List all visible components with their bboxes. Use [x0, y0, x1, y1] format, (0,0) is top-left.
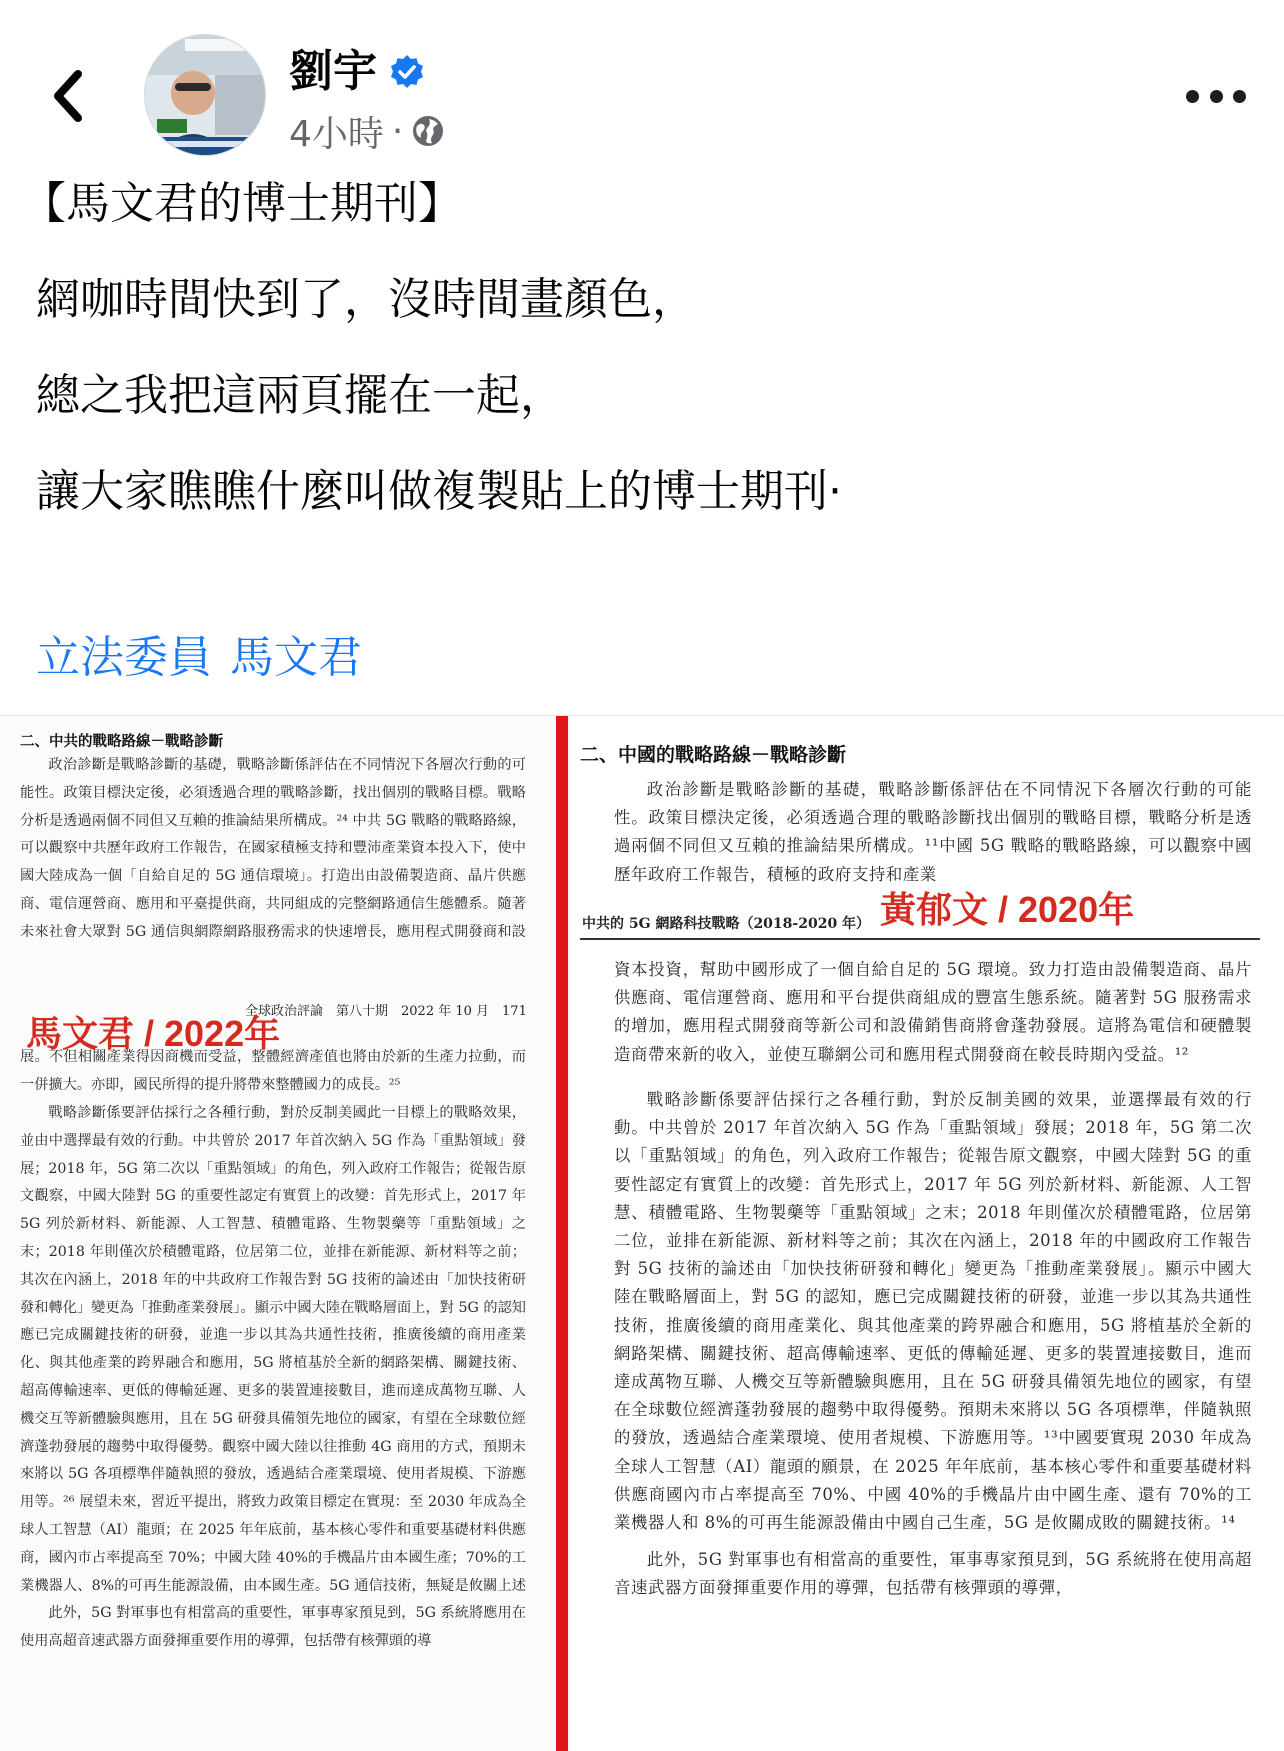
- left-page-scan: [0, 716, 556, 1751]
- post-meta: [289, 108, 445, 154]
- post-header: [0, 0, 1284, 180]
- author-year-stamp: 馬文君 / 2022年: [26, 1013, 281, 1054]
- author-row: [289, 44, 425, 100]
- right-paragraph: 戰略診斷係要評估採行之各種行動，對於反制美國的效果，並選擇最有效的行動。中共曾於 2017 年首次納入 5G 作為「重點領域」發展；2018 年，5G 第二次以「重點領域」的角色，列入政府工作報告；從報告原文觀察，中國大陸對 5G 的重要性認定有實質上的改變：首先形式上，2017 年 5G 列於新材料、新能源、人工智慧、積體電路、生物製藥等「重點領域」之末；2018 年則僅次於積體電路，位居第二位，並排在新能源、新材料等之前；其次在內涵上，2018 年的中國政府工作報告對 5G 技術的論述由「加快技術研發和轉化」變更為「推動產業發展」。顯示中國大陸在戰略層面上，對 5G 的認知，應已完成關鍵技術的研發，並進一步以其為共通性技術，推廣後續的商用產業化、與其他產業的跨界融合和應用，5G 將植基於全新的網路架構、關鍵技術、超高傳輸速率、更低的傳輸延遲、更多的裝置連接數目，進而達成萬物互聯、人機交互等新體驗與應用，且在 5G 研發具備領先地位的國家，有望在全球數位經濟蓬勃發展的趨勢中取得優勢。預期未來將以 5G 各項標準，伴隨執照的發放，透過結合產業環境、使用者規模、下游應用等。¹³中國要實現 2030 年成為全球人工智慧（AI）龍頭的願景，在 2025 年年底前，基本核心零件和重要基礎材料供應商國內市占率提高至 70%、中國 40%的手機晶片由中國生產、還有 70%的工業機器人和 8%的可再生能源設備由中國自己生產，5G 是攸關成敗的關鍵技術。¹⁴: [614, 1090, 1252, 1533]
- post-text-line: 讓大家瞧瞧什麼叫做複製貼上的博士期刊·: [36, 466, 842, 517]
- left-page-heading: 二、中共的戰略路線－戰略診斷: [20, 733, 223, 750]
- more-dot-icon: [1186, 90, 1199, 103]
- post-text-line: 總之我把這兩頁擺在一起，: [36, 370, 564, 421]
- verified-badge-icon: [389, 54, 425, 90]
- author-name[interactable]: 劉宇: [289, 46, 377, 97]
- red-divider: [556, 716, 568, 1751]
- right-page-heading: 二、中國的戰略路線－戰略診斷: [580, 744, 847, 766]
- post-text-line: 【馬文君的博士期刊】: [22, 178, 462, 229]
- right-paragraph: 政治診斷是戰略診斷的基礎，戰略診斷係評估在不同情況下各層次行動的可能性。政策目標決定後，必須透過合理的戰略診斷找出個別的戰略目標，戰略分析是透過兩個不同但又互賴的推論結果所構成。¹¹中國 5G 戰略的戰略路線，可以觀察中國歷年政府工作報告，積極的政府支持和產業: [614, 780, 1252, 884]
- left-paragraph: 戰略診斷係要評估採行之各種行動，對於反制美國此一目標上的戰略效果，並由中選擇最有效的行動。中共曾於 2017 年首次納入 5G 作為「重點領域」發展；2018 年，5G 第二次以「重點領域」的角色，列入政府工作報告；從報告原文觀察，中國大陸對 5G 的重要性認定有實質上的改變：首先形式上，2017 年 5G 列於新材料、新能源、人工智慧、積體電路、生物製藥等「重點領域」之末；2018 年則僅次於積體電路，位居第二位，並排在新能源、新材料等之前；其次在內涵上，2018 年的中共政府工作報告對 5G 技術的論述由「加快技術研發和轉化」變更為「推動產業發展」。顯示中國大陸在戰略層面上，對 5G 的認知應已完成關鍵技術的研發，並進一步以其為共通性技術，推廣後續的商用產業化、與其他產業的跨界融合和應用，5G 將植基於全新的網路架構、關鍵技術、超高傳輸速率、更低的傳輸延遲、更多的裝置連接數目，進而達成萬物互聯、人機交互等新體驗與應用，且在 5G 研發具備領先地位的國家，有望在全球數位經濟蓬勃發展的趨勢中取得優勢。觀察中國大陸以往推動 4G 商用的方式，預期未來將以 5G 各項標準伴隨執照的發放，透過結合產業環境、使用者規模、下游應用等。²⁶ 展望未來，習近平提出，將致力政策目標定在實現：至 2030 年成為全球人工智慧（AI）龍頭；在 2025 年年底前，基本核心零件和重要基礎材料供應商，國內市占率提高至 70%；中國大陸 40%的手機晶片由本國生產；70%的工業機器人、8%的可再生能源設備，由本國生產。5G 通信技術，無疑是攸關上述: [20, 1105, 526, 1594]
- more-dot-icon: [1233, 90, 1246, 103]
- tag-link[interactable]: 立法委員: [36, 632, 212, 683]
- right-paragraph: 此外，5G 對軍事也有相當高的重要性，軍事專家預見到，5G 系統將在使用高超音速武器方面發揮重要作用的導彈，包括帶有核彈頭的導彈，: [614, 1550, 1252, 1598]
- running-head: 中共的 5G 網路科技戰略（2018-2020 年）: [582, 916, 871, 932]
- left-paragraph: 此外，5G 對軍事也有相當高的重要性，軍事專家預見到，5G 系統將應用在使用高超音速武器方面發揮重要作用的導彈，包括帶有核彈頭的導: [20, 1605, 526, 1649]
- post-text-line: 網咖時間快到了，沒時間畫顏色，: [36, 274, 696, 325]
- meta-separator: ·: [391, 110, 404, 152]
- author-year-stamp: 黃郁文 / 2020年: [880, 889, 1135, 930]
- chevron-left-icon: [48, 66, 92, 126]
- post-time[interactable]: 4小時: [289, 113, 384, 155]
- avatar[interactable]: [144, 34, 266, 156]
- post-tags: [36, 628, 362, 688]
- globe-icon: [411, 114, 445, 148]
- post-photo[interactable]: [0, 715, 1284, 1751]
- more-dot-icon: [1210, 90, 1223, 103]
- more-options-button[interactable]: [1186, 76, 1246, 116]
- left-paragraph: 政治診斷是戰略診斷的基礎，戰略診斷係評估在不同情況下各層次行動的可能性。政策目標決定後，必須透過合理的戰略診斷，找出個別的戰略目標。戰略分析是透過兩個不同但又互賴的推論結果所構成。²⁴ 中共 5G 戰略的戰略路線，可以觀察中共歷年政府工作報告，在國家積極支持和豐沛產業資本投入下，使中國大陸成為一個「自給自足的 5G 通信環境」。打造出由設備製造商、晶片供應商、電信運營商、應用和平臺提供商，共同組成的完整網路通信生態體系。隨著未來社會大眾對 5G 通信與網際網路服務需求的快速增長，應用程式開發商和設: [20, 757, 526, 940]
- tag-link[interactable]: 馬文君: [230, 632, 362, 683]
- journal-footer: 全球政治評論 第八十期 2022 年 10 月 171: [245, 1004, 527, 1019]
- running-head-rule: [580, 938, 1260, 940]
- avatar-photo: [145, 35, 265, 155]
- back-button[interactable]: [48, 66, 92, 126]
- right-page-scan: [570, 716, 1284, 1751]
- right-paragraph: 資本投資，幫助中國形成了一個自給自足的 5G 環境。致力打造由設備製造商、晶片供應商、電信運營商、應用和平台提供商組成的豐富生態系統。隨著對 5G 服務需求的增加，應用程式開發商等新公司和設備銷售商將會蓬勃發展。這將為電信和硬體製造商帶來新的收入，並使互聯網公司和應用程式開發商在較長時期內受益。¹²: [614, 960, 1252, 1064]
- left-paragraph: 展。不但相關產業得因商機而受益，整體經濟產值也將由於新的生產力拉動，而一併擴大。亦即，國民所得的提升將帶來整體國力的成長。²⁵: [20, 1049, 526, 1093]
